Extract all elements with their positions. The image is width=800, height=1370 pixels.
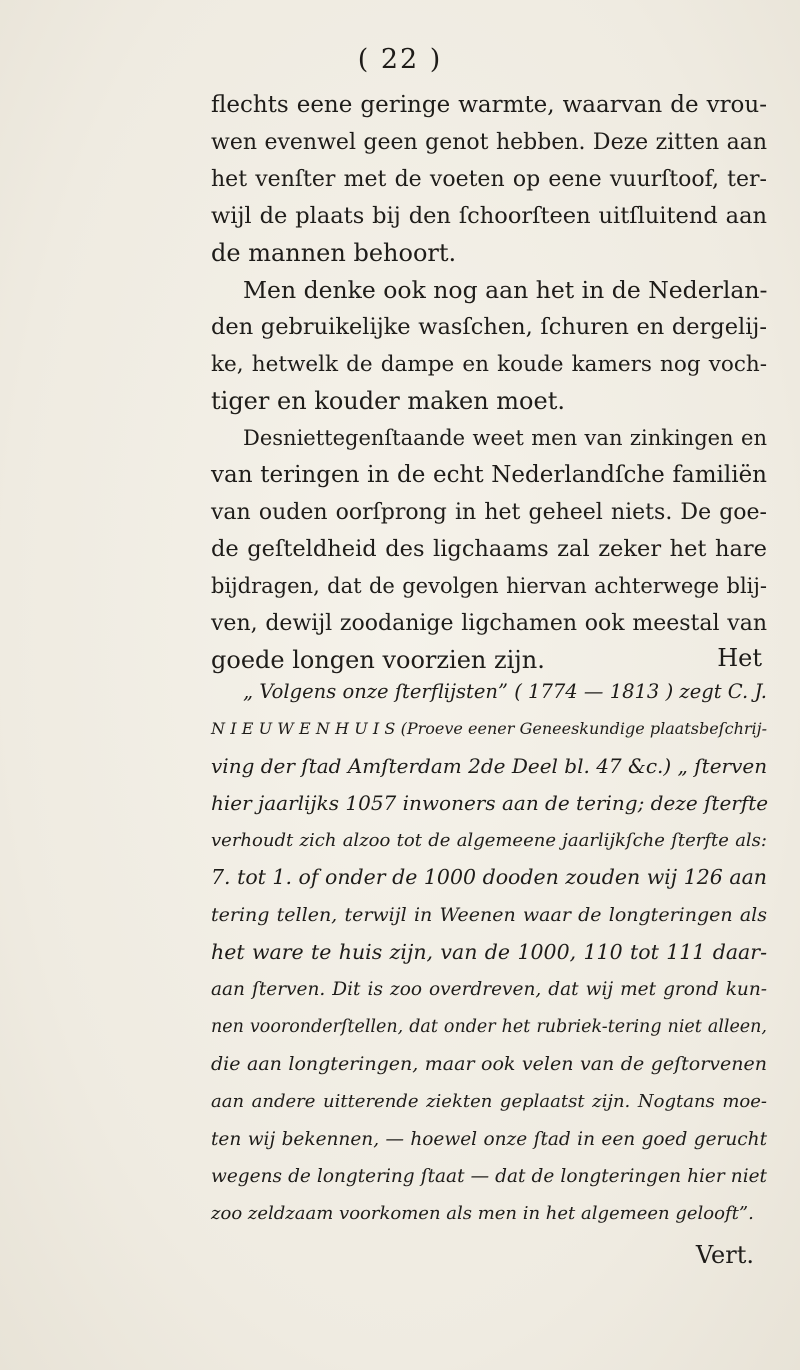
quote-line: tering tellen, terwijl in Weenen waar de longteringen als [211,903,767,926]
text-line: van ouden oorſprong in het geheel niets. De goe- [211,500,767,525]
text-line: de mannen behoort. [211,239,457,267]
paragraph-2 [211,272,767,420]
text-line: ven, dewijl zoodanige ligchamen ook meestal van [211,611,767,636]
quotation-block [211,673,767,1232]
text-line: wijl de plaats bij den ſchoorſteen uitſluitend aan [211,203,767,229]
text-line: ke, hetwelk de dampe en koude kamers nog voch- [211,352,767,377]
text-line: de geſteldheid des ligchaams zal zeker het hare [211,536,767,562]
paragraph-1 [211,87,767,272]
quote-line: N I E U W E N H U I S (Proeve eener Geneeskundige plaatsbeſchrij- [211,719,767,739]
quote-line: het ware te huis zijn, van de 1000, 110 tot 111 daar- [211,940,767,965]
quote-line: ten wij bekennen, — hoewel onze ſtad in een goed gerucht [211,1128,767,1150]
text-line: Desniettegenſtaande weet men van zinkingen en [243,426,767,450]
quote-line: „ Volgens onze ſterflijsten” ( 1774 — 1813 ) zegt C. J. [243,680,767,703]
text-line: van teringen in de echt Nederlandſche familiën [211,462,767,488]
text-line: bijdragen, dat de gevolgen hiervan achterwege blij- [211,574,767,598]
quote-line: zoo zeldzaam voorkomen als men in het algemeen gelooft”. [211,1203,754,1225]
text-line: goede longen voorzien zijn. [211,646,545,674]
page-number: ( 22 ) [357,44,443,75]
quote-line: 7. tot 1. of onder de 1000 dooden zouden wij 126 aan [211,865,767,890]
paragraph-3 [211,420,767,679]
catchword: Het [717,644,762,672]
quote-line: ving der ſtad Amſterdam 2de Deel bl. 47 &c.) „ ſterven [211,753,768,778]
quote-line: verhoudt zich alzoo tot de algemeene jaarlijkſche ſterfte als: [211,830,767,852]
text-line: Men denke ook nog aan het in de Nederlan- [243,276,768,304]
quote-line: aan ſterven. Dit is zoo overdreven, dat wij met grond kun- [211,979,767,1001]
quote-line: nen vooronderſtellen, dat onder het rubriek-tering niet alleen, [211,1016,767,1037]
text-line: den gebruikelijke wasſchen, ſchuren en dergelij- [211,314,767,340]
text-line: flechts eene geringe warmte, waarvan de vrou- [211,92,767,118]
catchword: Vert. [695,1241,754,1269]
quote-line: die aan longteringen, maar ook velen van de geſtorvenen [211,1052,767,1075]
text-line: het venſter met de voeten op eene vuurſtoof, ter- [211,167,767,192]
text-line: wen evenwel geen genot hebben. Deze zitten aan [211,130,767,155]
quote-line: hier jaarlijks 1057 inwoners aan de tering; deze ſterfte [211,790,769,815]
quote-line: aan andere uitterende ziekten geplaatst zijn. Nogtans moe- [211,1091,767,1113]
quote-line: wegens de longtering ſtaat — dat de longteringen hier niet [211,1165,767,1187]
text-line: tiger en kouder maken moet. [211,387,565,415]
